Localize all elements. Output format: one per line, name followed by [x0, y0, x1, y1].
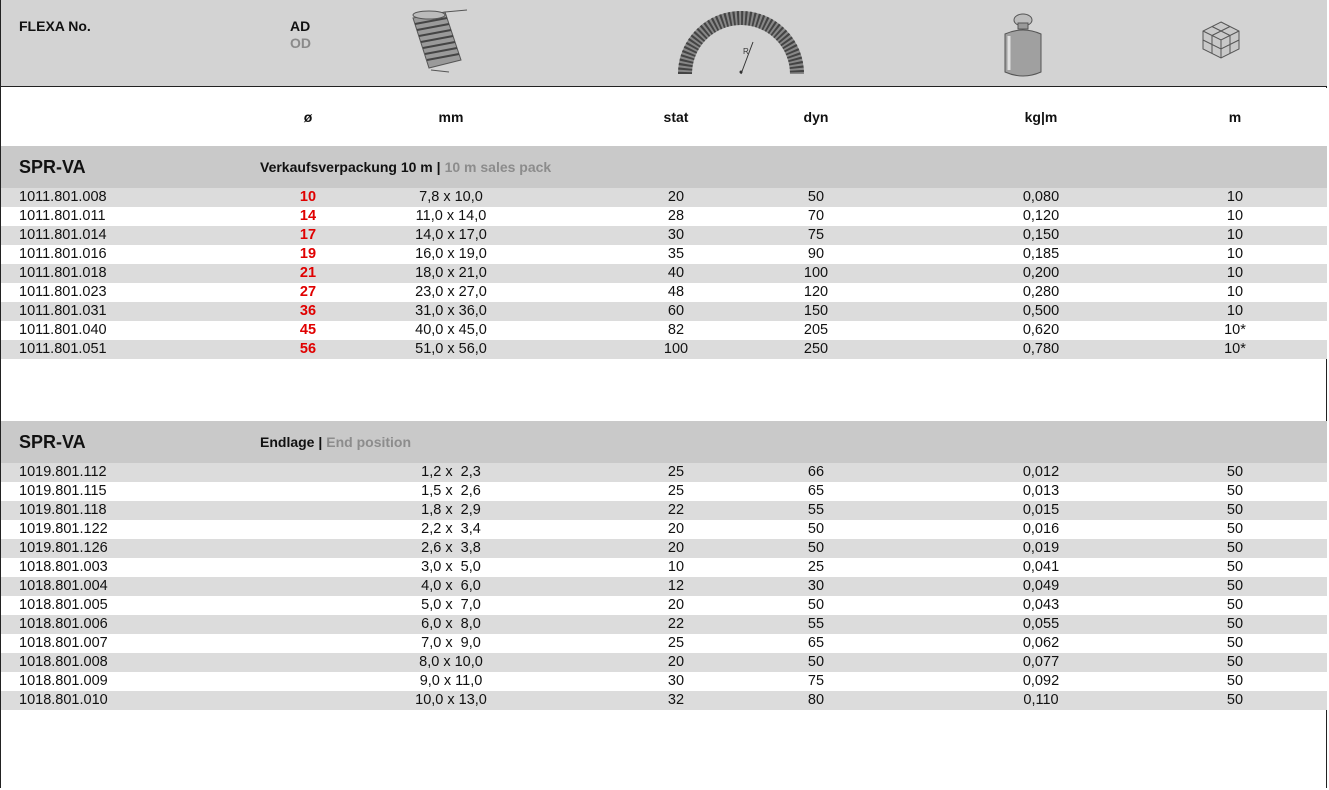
cell-flexa-no: 1018.801.008 — [19, 654, 108, 670]
cell-stat: 82 — [667, 322, 685, 338]
cell-dyn: 50 — [807, 521, 825, 537]
cell-kg-per-m: 0,120 — [1022, 208, 1060, 224]
cell-ad: 17 — [299, 227, 317, 243]
cell-stat: 25 — [667, 483, 685, 499]
cell-kg-per-m: 0,012 — [1022, 464, 1060, 480]
table-row — [1, 596, 1327, 615]
svg-text:R: R — [743, 47, 749, 56]
table-row — [1, 672, 1327, 691]
cell-mm: 40,0 x 45,0 — [415, 322, 487, 338]
cell-dyn: 50 — [807, 189, 825, 205]
cell-kg-per-m: 0,041 — [1022, 559, 1060, 575]
cell-stat: 20 — [667, 189, 685, 205]
header-flexa-no: FLEXA No. — [19, 18, 91, 34]
cell-m: 10* — [1224, 322, 1246, 338]
cell-mm: 6,0 x 8,0 — [421, 616, 481, 632]
cell-m: 50 — [1226, 502, 1244, 518]
cell-ad — [287, 615, 329, 634]
cell-kg-per-m: 0,200 — [1022, 265, 1060, 281]
cell-ad: 45 — [299, 322, 317, 338]
unit-mm: mm — [438, 109, 464, 125]
cell-dyn: 90 — [807, 246, 825, 262]
cell-flexa-no: 1011.801.040 — [19, 322, 107, 338]
cell-ad: 10 — [299, 189, 317, 205]
cell-kg-per-m: 0,092 — [1022, 673, 1060, 689]
table-row — [1, 653, 1327, 672]
table-row — [1, 615, 1327, 634]
section-title: SPR-VA — [19, 431, 86, 452]
cell-stat: 12 — [667, 578, 685, 594]
cell-kg-per-m: 0,055 — [1022, 616, 1060, 632]
cell-ad: 21 — [299, 265, 317, 281]
cell-flexa-no: 1011.801.008 — [19, 189, 107, 205]
cell-kg-per-m: 0,185 — [1022, 246, 1060, 262]
cell-flexa-no: 1011.801.011 — [19, 208, 106, 224]
section-header — [1, 421, 1327, 463]
cell-flexa-no: 1011.801.014 — [19, 227, 107, 243]
cell-kg-per-m: 0,620 — [1022, 322, 1060, 338]
cell-m: 50 — [1226, 635, 1244, 651]
table-row — [1, 207, 1327, 226]
cell-dyn: 75 — [807, 227, 825, 243]
cell-m: 10 — [1226, 189, 1244, 205]
cell-mm: 7,8 x 10,0 — [419, 189, 483, 205]
cell-ad — [287, 463, 329, 482]
cell-mm: 4,0 x 6,0 — [421, 578, 481, 594]
cell-mm: 16,0 x 19,0 — [415, 246, 487, 262]
cell-kg-per-m: 0,500 — [1022, 303, 1060, 319]
cell-dyn: 55 — [807, 502, 825, 518]
table-row — [1, 321, 1327, 340]
table-row — [1, 264, 1327, 283]
table-row — [1, 501, 1327, 520]
cell-flexa-no: 1018.801.005 — [19, 597, 108, 613]
cell-mm: 2,6 x 3,8 — [421, 540, 481, 556]
cell-m: 10 — [1226, 303, 1244, 319]
cell-stat: 20 — [667, 597, 685, 613]
cell-ad — [287, 558, 329, 577]
cell-ad — [287, 520, 329, 539]
cell-stat: 48 — [667, 284, 685, 300]
unit-kg-per-m: kg|m — [1024, 109, 1058, 125]
cell-mm: 8,0 x 10,0 — [419, 654, 483, 670]
unit-m: m — [1228, 109, 1242, 125]
cell-flexa-no: 1018.801.006 — [19, 616, 108, 632]
cell-kg-per-m: 0,015 — [1022, 502, 1060, 518]
cell-dyn: 75 — [807, 673, 825, 689]
cell-m: 50 — [1226, 578, 1244, 594]
cell-kg-per-m: 0,280 — [1022, 284, 1060, 300]
cell-dyn: 25 — [807, 559, 825, 575]
cell-kg-per-m: 0,013 — [1022, 483, 1060, 499]
cell-stat: 28 — [667, 208, 685, 224]
cell-flexa-no: 1011.801.018 — [19, 265, 107, 281]
section-description — [260, 421, 411, 463]
cell-ad: 56 — [299, 341, 317, 357]
cell-kg-per-m: 0,016 — [1022, 521, 1060, 537]
bend-radius-icon — [677, 6, 805, 80]
unit-diameter: ø — [303, 109, 313, 125]
cell-m: 50 — [1226, 673, 1244, 689]
cell-flexa-no: 1018.801.007 — [19, 635, 108, 651]
cell-m: 50 — [1226, 654, 1244, 670]
cell-ad: 19 — [299, 246, 317, 262]
header-ad: AD — [290, 18, 311, 34]
table-row — [1, 302, 1327, 321]
package-cube-icon — [1201, 20, 1241, 60]
header-od: OD — [290, 35, 311, 51]
cell-ad: 14 — [299, 208, 317, 224]
cell-stat: 22 — [667, 502, 685, 518]
table-row — [1, 558, 1327, 577]
cell-ad — [287, 653, 329, 672]
cell-ad — [287, 539, 329, 558]
table-row — [1, 691, 1327, 710]
cell-flexa-no: 1011.801.051 — [19, 341, 107, 357]
cell-dyn: 50 — [807, 654, 825, 670]
cell-dyn: 65 — [807, 483, 825, 499]
cell-mm: 1,8 x 2,9 — [421, 502, 481, 518]
cell-mm: 18,0 x 21,0 — [415, 265, 487, 281]
cell-stat: 60 — [667, 303, 685, 319]
header-ad-od — [290, 18, 311, 52]
cell-ad: 36 — [299, 303, 317, 319]
cell-dyn: 80 — [807, 692, 825, 708]
cell-kg-per-m: 0,080 — [1022, 189, 1060, 205]
cell-stat: 20 — [667, 540, 685, 556]
cell-m: 10 — [1226, 208, 1244, 224]
cell-mm: 23,0 x 27,0 — [415, 284, 487, 300]
cell-mm: 1,5 x 2,6 — [421, 483, 481, 499]
cell-mm: 7,0 x 9,0 — [421, 635, 481, 651]
cell-dyn: 50 — [807, 597, 825, 613]
cell-ad — [287, 691, 329, 710]
cell-stat: 10 — [667, 559, 685, 575]
cell-m: 50 — [1226, 540, 1244, 556]
cell-dyn: 70 — [807, 208, 825, 224]
cell-kg-per-m: 0,043 — [1022, 597, 1060, 613]
cell-flexa-no: 1011.801.016 — [19, 246, 107, 262]
cell-mm: 51,0 x 56,0 — [415, 341, 487, 357]
section-desc-de: Endlage | — [260, 434, 323, 450]
cell-ad — [287, 672, 329, 691]
cell-mm: 9,0 x 11,0 — [419, 673, 483, 689]
cell-mm: 10,0 x 13,0 — [415, 692, 487, 708]
cell-mm: 2,2 x 3,4 — [421, 521, 481, 537]
section-description — [260, 146, 551, 188]
table-row — [1, 226, 1327, 245]
cell-m: 50 — [1226, 483, 1244, 499]
cell-m: 50 — [1226, 597, 1244, 613]
cell-dyn: 250 — [803, 341, 829, 357]
cell-flexa-no: 1018.801.009 — [19, 673, 108, 689]
table-header — [1, 0, 1327, 87]
cell-ad — [287, 634, 329, 653]
hose-dimensions-icon — [405, 8, 475, 80]
cell-stat: 100 — [663, 341, 689, 357]
cell-mm: 14,0 x 17,0 — [415, 227, 487, 243]
cell-kg-per-m: 0,019 — [1022, 540, 1060, 556]
cell-ad — [287, 577, 329, 596]
cell-stat: 32 — [667, 692, 685, 708]
cell-flexa-no: 1018.801.004 — [19, 578, 108, 594]
cell-m: 10 — [1226, 265, 1244, 281]
cell-m: 10 — [1226, 227, 1244, 243]
cell-ad — [287, 482, 329, 501]
cell-m: 50 — [1226, 616, 1244, 632]
cell-stat: 20 — [667, 654, 685, 670]
cell-dyn: 30 — [807, 578, 825, 594]
cell-flexa-no: 1019.801.115 — [19, 483, 107, 499]
cell-dyn: 55 — [807, 616, 825, 632]
unit-stat: stat — [663, 109, 689, 125]
cell-dyn: 50 — [807, 540, 825, 556]
cell-m: 10 — [1226, 246, 1244, 262]
cell-dyn: 65 — [807, 635, 825, 651]
cell-ad — [287, 501, 329, 520]
cell-flexa-no: 1011.801.023 — [19, 284, 107, 300]
weight-icon — [1001, 10, 1045, 80]
cell-stat: 20 — [667, 521, 685, 537]
cell-mm: 1,2 x 2,3 — [421, 464, 481, 480]
cell-dyn: 100 — [803, 265, 829, 281]
cell-kg-per-m: 0,150 — [1022, 227, 1060, 243]
table-row — [1, 340, 1327, 359]
cell-mm: 5,0 x 7,0 — [421, 597, 481, 613]
cell-m: 10 — [1226, 284, 1244, 300]
section-desc-de: Verkaufsverpackung 10 m | — [260, 159, 441, 175]
cell-flexa-no: 1018.801.010 — [19, 692, 108, 708]
cell-dyn: 150 — [803, 303, 829, 319]
cell-dyn: 66 — [807, 464, 825, 480]
cell-stat: 25 — [667, 635, 685, 651]
cell-stat: 40 — [667, 265, 685, 281]
table-row — [1, 482, 1327, 501]
units-row — [1, 88, 1327, 146]
cell-kg-per-m: 0,780 — [1022, 341, 1060, 357]
table-row — [1, 520, 1327, 539]
cell-m: 50 — [1226, 521, 1244, 537]
cell-stat: 25 — [667, 464, 685, 480]
table-row — [1, 634, 1327, 653]
section-title: SPR-VA — [19, 156, 86, 177]
cell-stat: 35 — [667, 246, 685, 262]
section-desc-en: 10 m sales pack — [444, 159, 552, 175]
cell-m: 50 — [1226, 559, 1244, 575]
cell-m: 50 — [1226, 692, 1244, 708]
cell-ad: 27 — [299, 284, 317, 300]
table-row — [1, 245, 1327, 264]
cell-kg-per-m: 0,077 — [1022, 654, 1060, 670]
cell-dyn: 205 — [803, 322, 829, 338]
cell-stat: 30 — [667, 227, 685, 243]
cell-flexa-no: 1019.801.126 — [19, 540, 108, 556]
section-desc-en: End position — [326, 434, 412, 450]
cell-m: 50 — [1226, 464, 1244, 480]
cell-flexa-no: 1019.801.122 — [19, 521, 108, 537]
table-row — [1, 283, 1327, 302]
section-header — [1, 146, 1327, 188]
cell-mm: 3,0 x 5,0 — [421, 559, 481, 575]
cell-flexa-no: 1019.801.118 — [19, 502, 107, 518]
cell-mm: 31,0 x 36,0 — [415, 303, 487, 319]
cell-stat: 30 — [667, 673, 685, 689]
cell-kg-per-m: 0,062 — [1022, 635, 1060, 651]
cell-stat: 22 — [667, 616, 685, 632]
cell-flexa-no: 1011.801.031 — [19, 303, 107, 319]
table-row — [1, 539, 1327, 558]
table-row — [1, 463, 1327, 482]
cell-dyn: 120 — [803, 284, 829, 300]
table-row — [1, 577, 1327, 596]
unit-dyn: dyn — [803, 109, 829, 125]
table-row — [1, 188, 1327, 207]
cell-kg-per-m: 0,049 — [1022, 578, 1060, 594]
cell-flexa-no: 1019.801.112 — [19, 464, 107, 480]
cell-kg-per-m: 0,110 — [1023, 692, 1059, 708]
cell-mm: 11,0 x 14,0 — [415, 208, 487, 224]
cell-flexa-no: 1018.801.003 — [19, 559, 108, 575]
cell-m: 10* — [1224, 341, 1246, 357]
cell-ad — [287, 596, 329, 615]
